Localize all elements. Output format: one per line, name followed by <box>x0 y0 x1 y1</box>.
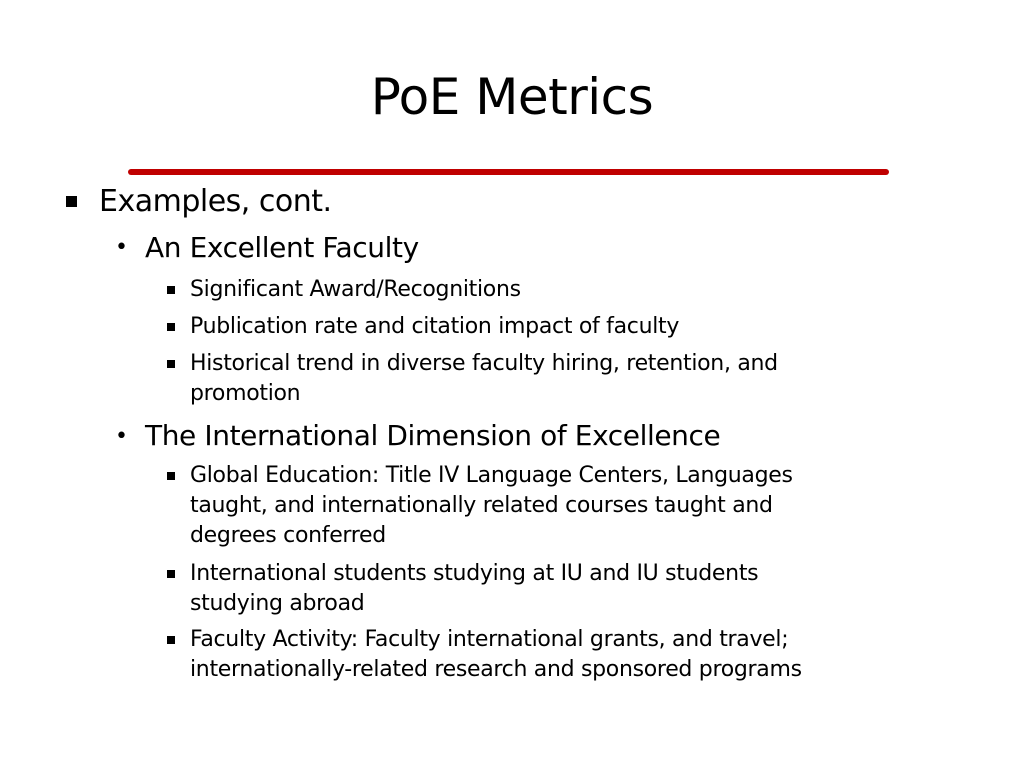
square-bullet-icon <box>167 323 175 331</box>
list-item: Significant Award/Recognitions <box>190 277 521 302</box>
list-item-line: promotion <box>190 381 301 406</box>
list-item-line: Historical trend in diverse faculty hiring, retention, and <box>190 351 778 376</box>
section-heading: The International Dimension of Excellence <box>145 419 721 452</box>
slide-title: PoE Metrics <box>370 68 654 126</box>
round-bullet-icon: • <box>115 235 128 260</box>
list-item-line: internationally-related research and sponsored programs <box>190 657 802 682</box>
round-bullet-icon: • <box>115 424 128 449</box>
list-item: Publication rate and citation impact of faculty <box>190 314 680 339</box>
square-bullet-icon <box>167 636 175 644</box>
level1-text: Examples, cont. <box>99 184 332 219</box>
square-bullet-icon <box>66 196 77 207</box>
list-item-line: International students studying at IU and IU students <box>190 561 759 586</box>
square-bullet-icon <box>167 472 175 480</box>
square-bullet-icon <box>167 286 175 294</box>
square-bullet-icon <box>167 360 175 368</box>
list-item-line: taught, and internationally related courses taught and <box>190 493 773 518</box>
list-item-line: studying abroad <box>190 591 365 616</box>
list-item-line: Global Education: Title IV Language Centers, Languages <box>190 463 793 488</box>
list-item-line: degrees conferred <box>190 523 386 548</box>
square-bullet-icon <box>167 570 175 578</box>
section-heading: An Excellent Faculty <box>145 231 419 264</box>
list-item-line: Faculty Activity: Faculty international grants, and travel; <box>190 627 789 652</box>
